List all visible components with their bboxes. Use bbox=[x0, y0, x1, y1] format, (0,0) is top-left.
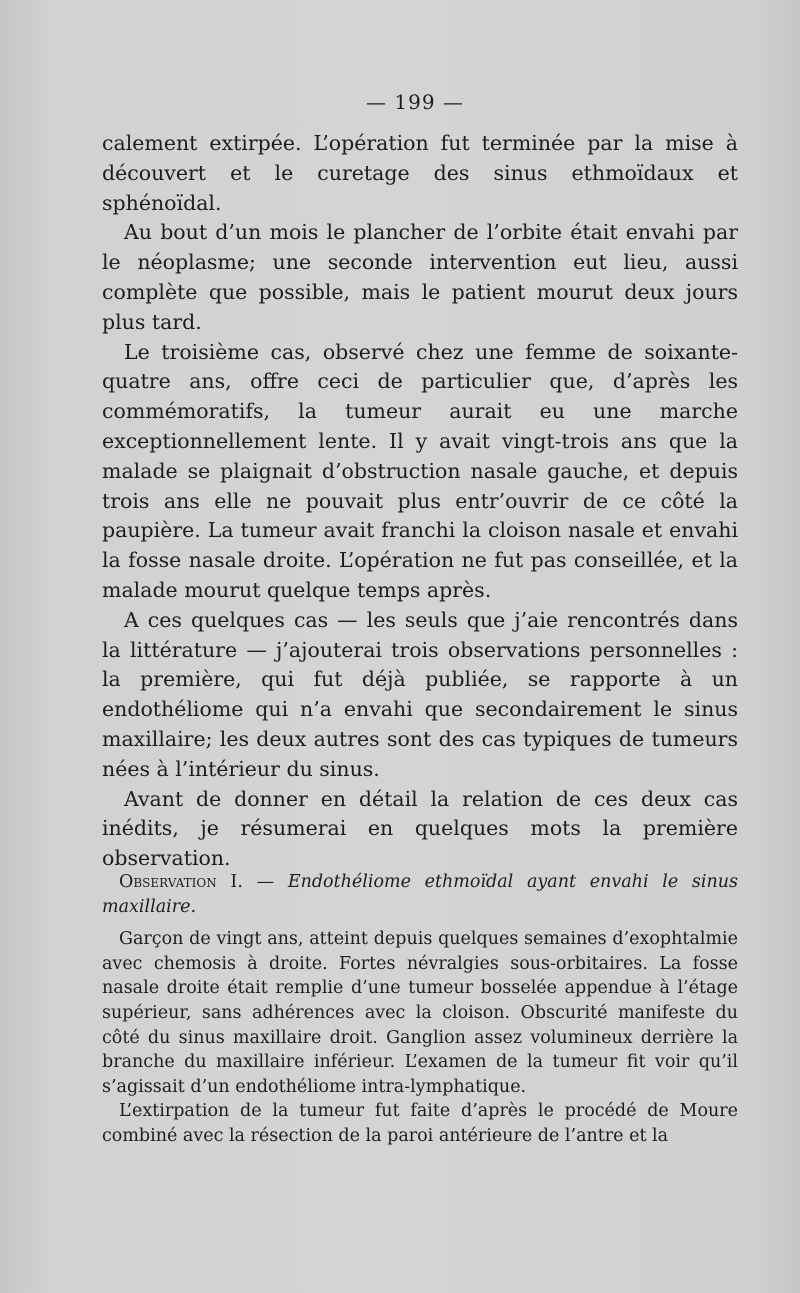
paragraph: calement extirpée. L’opération fut terminée par la mise à découvert et le curetage des sinus ethmoïdaux et sphénoïdal. bbox=[102, 131, 738, 215]
observation-title: Endothéliome ethmoïdal ayant envahi le sinus maxillaire. bbox=[102, 872, 738, 917]
page-number: — 199 — bbox=[366, 90, 464, 114]
observation-section bbox=[102, 870, 738, 1149]
observation-paragraph: Garçon de vingt ans, atteint depuis quelques semaines d’exophtalmie avec chemosis à droite. Fortes névralgies sous-orbitaires. La fosse nasale droite était remplie d’une tumeur bosselée appendue à l’étage supérieur, sans adhérences avec la cloison. Obscurité manifeste du côté du sinus maxillaire droit. Ganglion assez volumineux derrière la branche du maxillaire inférieur. L’examen de la tumeur fit voir qu’il s’agissait d’un endothéliome intra-lymphatique. bbox=[102, 929, 738, 1097]
paragraph: Au bout d’un mois le plancher de l’orbite était envahi par le néoplasme; une seconde intervention eut lieu, aussi complète que possible, mais le patient mourut deux jours plus tard. bbox=[102, 220, 738, 334]
paragraph: Avant de donner en détail la relation de ces deux cas inédits, je résumerai en quelques mots la première observation. bbox=[102, 786, 738, 871]
paragraph: Le troisième cas, observé chez une femme de soixante-quatre ans, offre ceci de particulier que, d’après les commémoratifs, la tumeur aurait eu une marche exceptionnellement lente. Il y avait vingt-trois ans que la malade se plaignait d’obstruction nasale gauche, et depuis trois ans elle ne pouvait plus entr’ouvrir de ce côté la paupière. La tumeur avait franchi la cloison nasale et envahi la fosse nasale droite. L’opération ne fut pas conseillée, et la malade mourut quelque temps après. bbox=[102, 339, 738, 602]
observation-label: Observation I. bbox=[119, 872, 243, 892]
paragraph: A ces quelques cas — les seuls que j’aie rencontrés dans la littérature — j’ajouterai trois observations personnelles : la première, qui fut déjà publiée, se rapporte à un endothéliome qui n’a envahi que secondairement le sinus maxillaire; les deux autres sont des cas typiques de tumeurs nées à l’intérieur du sinus. bbox=[102, 607, 738, 781]
observation-dash: — bbox=[242, 872, 288, 892]
observation-paragraph: L’extirpation de la tumeur fut faite d’après le procédé de Moure combiné avec la résection de la paroi antérieure de l’antre et la bbox=[102, 1101, 738, 1146]
body-text bbox=[102, 129, 738, 874]
observation-heading bbox=[102, 870, 738, 919]
